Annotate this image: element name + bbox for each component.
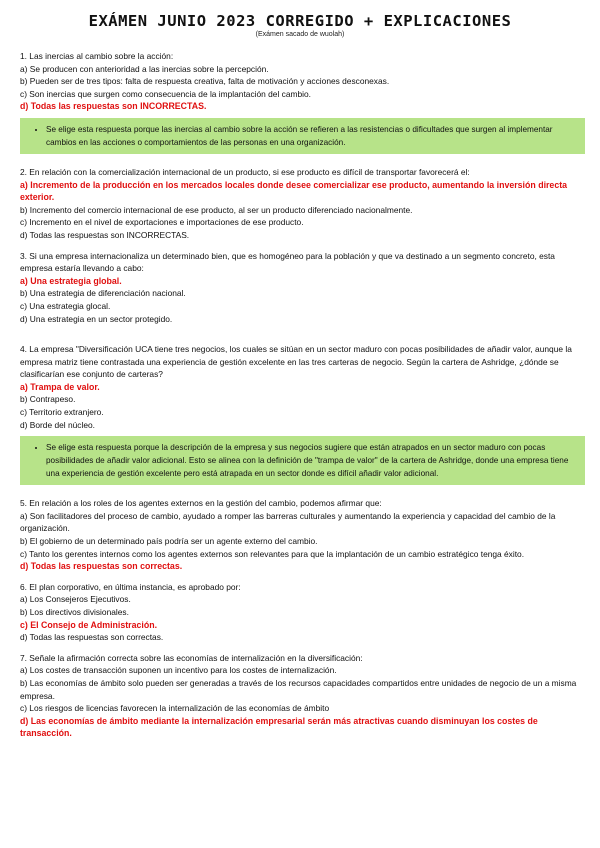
correct-answer: a) Incremento de la producción en los mercados locales donde desee comercializar ese producto, aumentando la inversión directa exterior.	[20, 179, 568, 203]
correct-answer: a) Trampa de valor.	[20, 381, 100, 392]
correct-answer: a) Una estrategia global.	[20, 275, 122, 286]
correct-answer: d) Las economías de ámbito mediante la internalización empresarial serán más atractivas cuando disminuyan los costes de transacción.	[20, 715, 538, 739]
question-stem: 1. Las inercias al cambio sobre la acción:	[20, 51, 174, 61]
question-7	[20, 652, 585, 740]
question-4	[20, 343, 585, 485]
option-b: b) El gobierno de un determinado país podría ser un agente externo del cambio.	[20, 536, 318, 547]
option-c: c) Incremento en el nivel de exportaciones e importaciones de ese producto.	[20, 217, 304, 228]
option-d: d) Todas las respuestas son INCORRECTAS.	[20, 229, 190, 240]
question-1	[20, 50, 585, 154]
option-d: d) Borde del núcleo.	[20, 419, 95, 430]
question-5	[20, 497, 585, 573]
explanation-box	[20, 436, 585, 485]
option-a: a) Se producen con anterioridad a las inercias sobre la percepción.	[20, 63, 269, 74]
option-c: c) Territorio extranjero.	[20, 407, 104, 418]
option-d: d) Una estrategia en un sector protegido.	[20, 313, 173, 324]
correct-answer: c) El Consejo de Administración.	[20, 619, 158, 630]
question-stem: 4. La empresa "Diversificación UCA tiene tres negocios, los cuales se sitúan en un sector maduro con pocas posibilidades de añadir valor, aunque la empresa matriz tiene contrastada una experiencia de gestión excelente en las tres carteras de negocio. Según la cartera de Ashridge, ¿dónde se clasificarían ese conjunto de carteras?	[20, 344, 572, 380]
option-c: c) Una estrategia glocal.	[20, 300, 111, 311]
question-stem: 5. En relación a los roles de los agentes externos en la gestión del cambio, podemos afirmar que:	[20, 498, 382, 509]
explanation-text: • Se elige esta respuesta porque la descripción de la empresa y sus negocios sugiere que están atrapados en un sector maduro con pocas posibilidades de añadir valor adicional. Esto se alinea con la definición de "trampa de valor" de la cartera de Ashridge, donde una empresa tiene una experiencia de gestión excelente pero está atrapada en un sector donde es difícil añadir valor adicional.	[46, 441, 575, 480]
question-stem: 7. Señale la afirmación correcta sobre las economías de internalización en la diversificación:	[20, 652, 363, 663]
question-6	[20, 581, 585, 644]
question-stem: 2. En relación con la comercialización internacional de un producto, si ese producto es difícil de transportar favorecerá el:	[20, 166, 470, 177]
option-a: a) Los Consejeros Ejecutivos.	[20, 594, 131, 605]
page-subtitle: (Exámen sacado de wuolah)	[255, 31, 345, 38]
option-b: b) Contrapeso.	[20, 394, 76, 405]
option-b: b) Las economías de ámbito solo pueden ser generadas a través de los recursos capacidades compartidos entre unidades de negocio de un a misma empresa.	[20, 677, 577, 701]
option-a: a) Los costes de transacción suponen un incentivo para los costes de internalización.	[20, 665, 337, 676]
question-2	[20, 166, 585, 242]
option-c: c) Los riesgos de licencias favorecen la internalización de las economías de ámbito	[20, 703, 330, 714]
questions-list	[20, 50, 585, 740]
option-c: c) Son inercias que surgen como consecuencia de la implantación del cambio.	[20, 88, 311, 99]
option-b: b) Incremento del comercio internacional de ese producto, al ser un producto diferenciado nacionalmente.	[20, 204, 413, 215]
question-stem: 6. El plan corporativo, en última instancia, es aprobado por:	[20, 581, 241, 592]
option-b: b) Pueden ser de tres tipos: falta de respuesta creativa, falta de motivación y acciones desconexas.	[20, 76, 390, 87]
option-b: b) Una estrategia de diferenciación nacional.	[20, 288, 186, 299]
correct-answer: d) Todas las respuestas son correctas.	[20, 561, 183, 572]
explanation-box	[20, 118, 585, 154]
question-stem: 3. Si una empresa internacionaliza un determinado bien, que es homogéneo para la población y que va destinado a un segmento concreto, esta empresa estaría llevando a cabo:	[20, 250, 555, 274]
question-3	[20, 250, 585, 326]
option-a: a) Son facilitadores del proceso de cambio, ayudado a romper las barreras culturales y aumentando la experiencia y capacidad del cambio de la organización.	[20, 510, 556, 534]
option-d: d) Todas las respuestas son correctas.	[20, 632, 164, 643]
correct-answer: d) Todas las respuestas son INCORRECTAS.	[20, 101, 207, 112]
option-b: b) Los directivos divisionales.	[20, 607, 129, 617]
option-c: c) Tanto los gerentes internos como los agentes externos son relevantes para que la implantación de un cambio estratégico tenga éxito.	[20, 548, 525, 559]
explanation-text: • Se elige esta respuesta porque las inercias al cambio sobre la acción se refieren a las resistencias o dificultades que surgen al implementar cambios en las acciones o comportamientos de las personas en una organización.	[46, 123, 575, 149]
page-title: EXÁMEN JUNIO 2023 CORREGIDO + EXPLICACIONES	[88, 12, 512, 30]
